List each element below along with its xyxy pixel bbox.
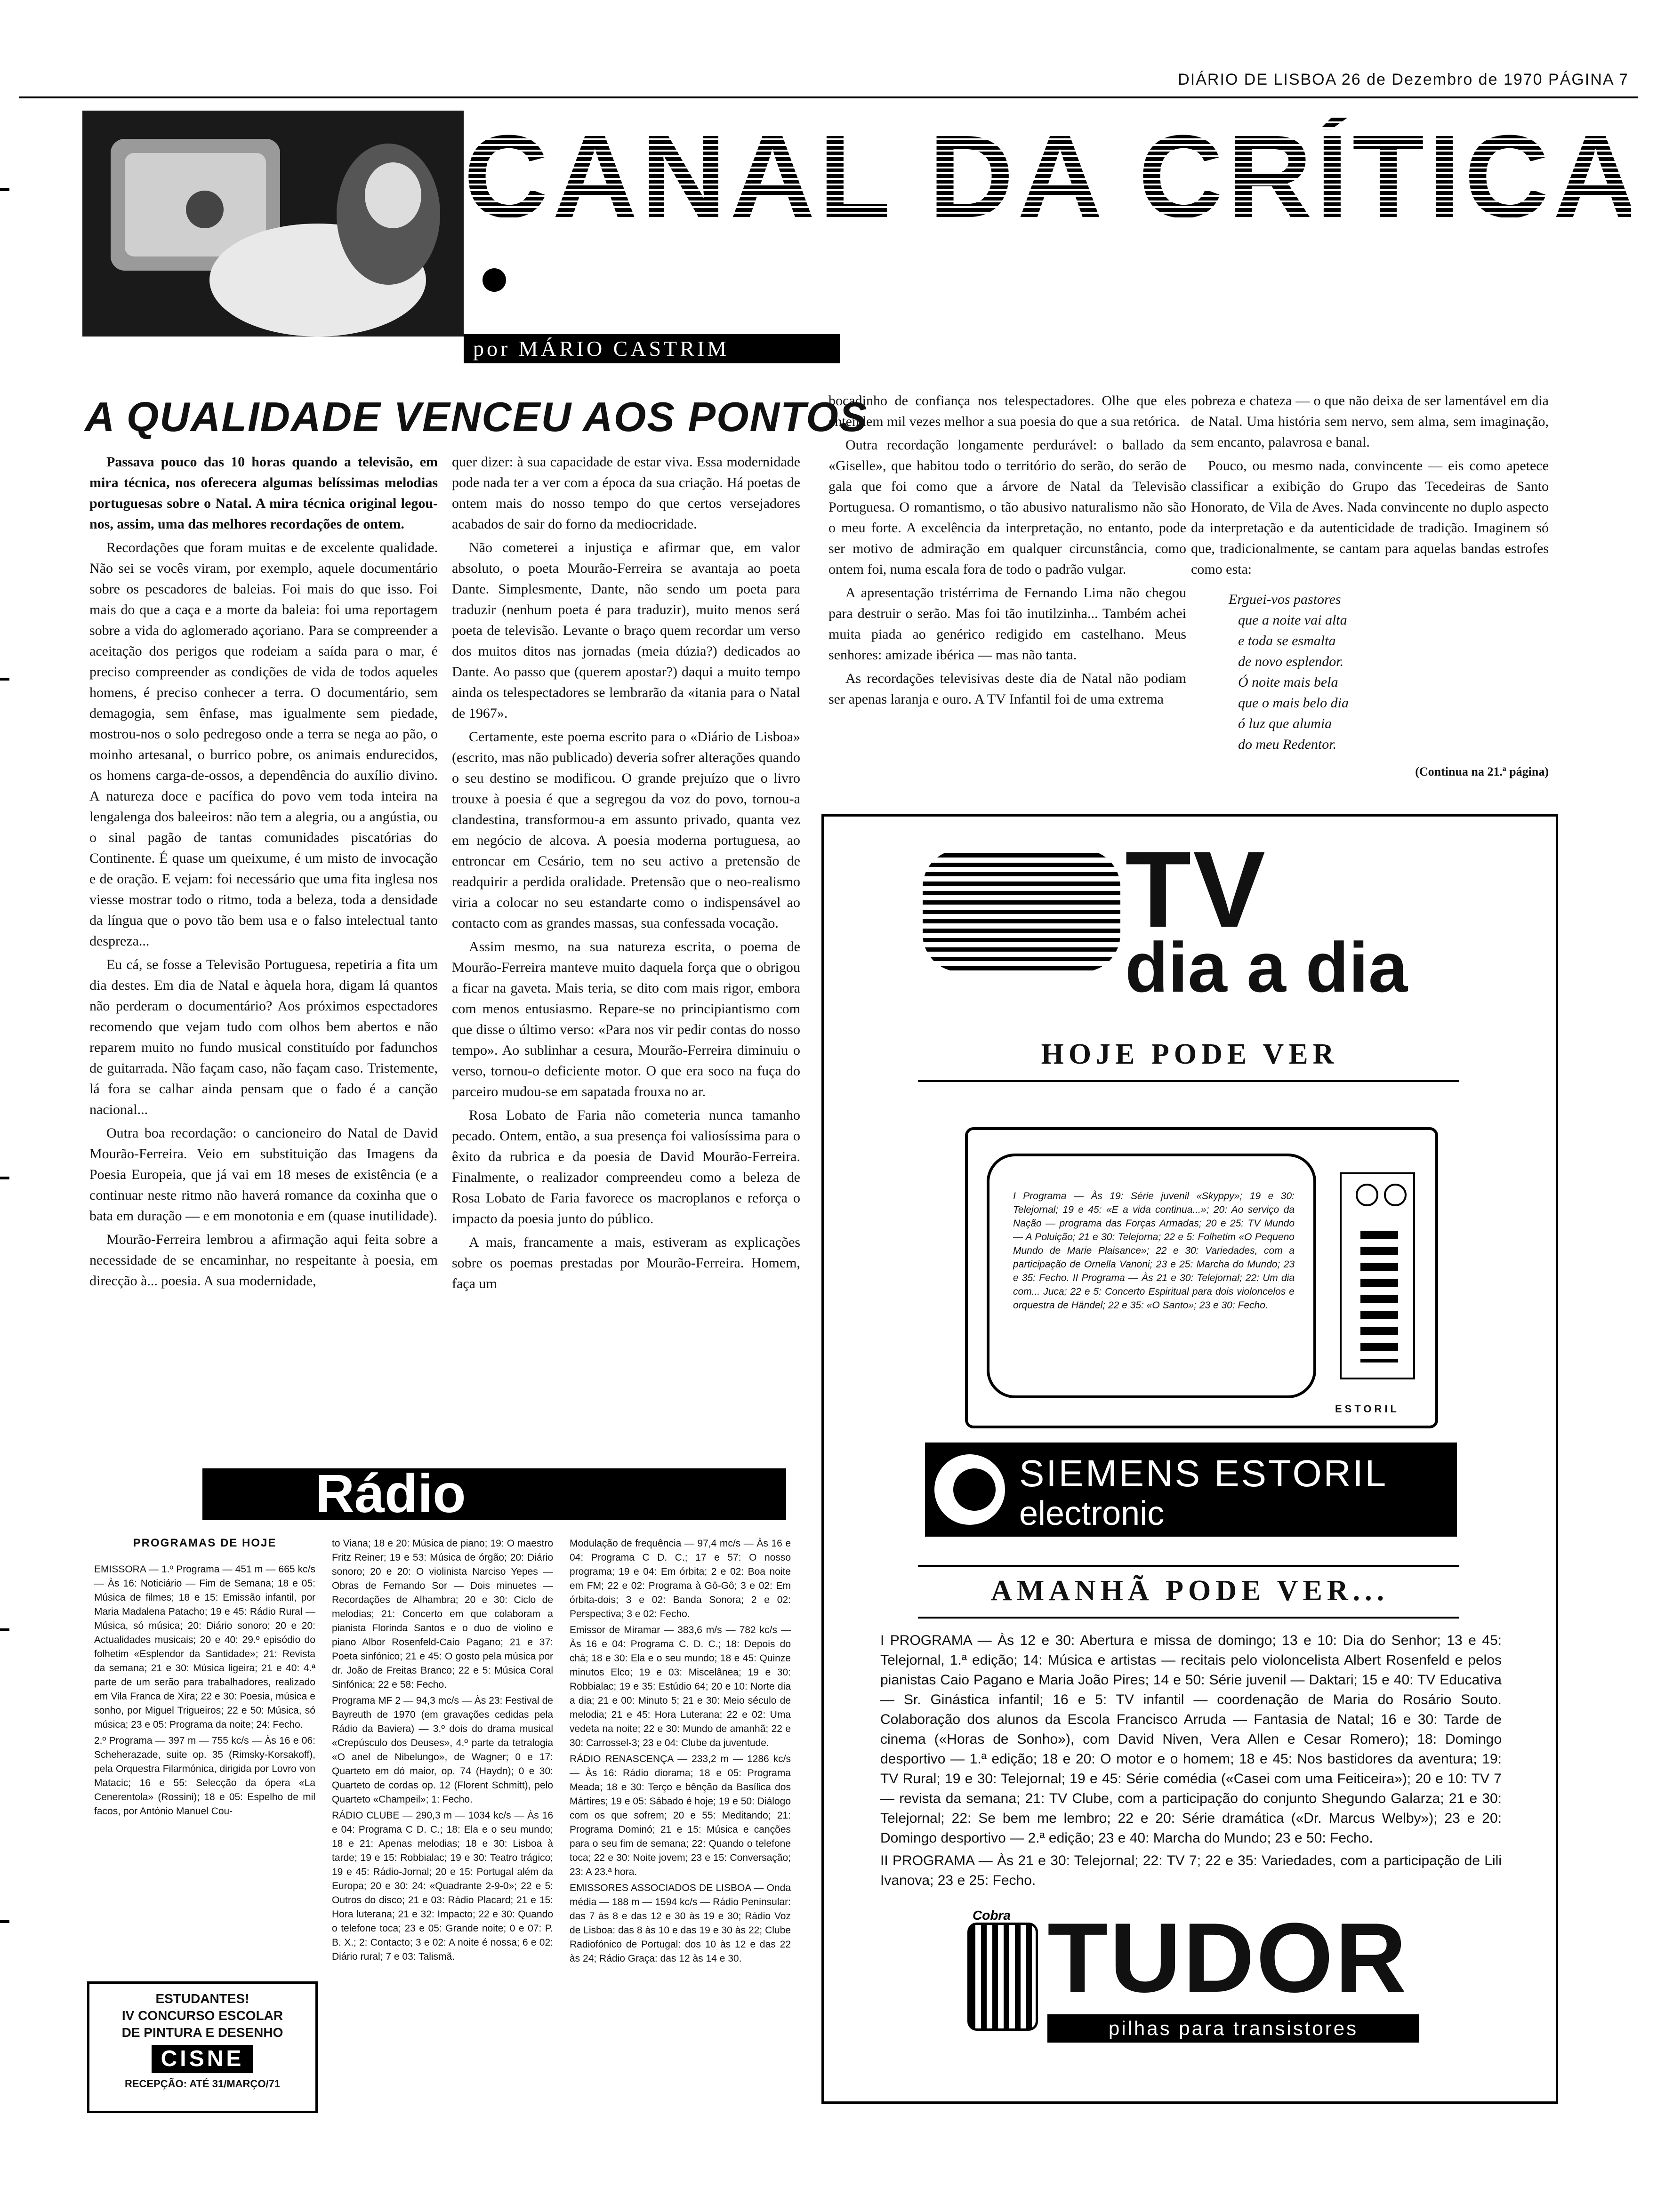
cisne-line: RECEPÇÃO: ATÉ 31/MARÇO/71 (124, 2078, 281, 2090)
tudor-small-text: Cobra (973, 1908, 1011, 1923)
poem-line: Ó noite mais bela (1238, 674, 1338, 690)
tv-schedule-today: I Programa — Às 19: Série juvenil «Skyppy»; 19 e 30: Telejornal; 19 e 45: «E a vida continua...»; 20: Ao serviço da Nação — programa das Forças Armadas; 20 e 25: TV Mundo — A Poluição; 21 e 30: Telejorna; 22 e 5: Folhetim «O Pequeno Mundo de Marie Plaisance»; 22 e 30: Variedades, com a participação de Ornella Vanoni; 23 e 25: Marcha do Mundo; 23 e 35: Fecho. II Programa — Às 21 e 30: Telejornal; 22: Um dia com... Juca; 22 e 5: Concerto Espiritual para dois violoncelos e orquestra de Händel; 22 e 35: «O Santo»; 23 e 30: Fecho. (1013, 1191, 1295, 1311)
today-rule (918, 1080, 1459, 1082)
article-paragraph: Certamente, este poema escrito para o «Diário de Lisboa» (escrito, mas não publicado) deveria sofrer alterações quando o seu destino se modificou. O grande prejuízo que o livro trouxe à poesia é que a segregou da voz do povo, tornou-a clandestina, transformou-a em assunto privado, quanta vez em negócio de alcova. A poesia moderna portuguesa, ao entroncar em Cesário, tem no seu activo a pretensão de readquirir a perdida oralidade. Pretensão que o neo-realismo viria a colocar no seu estandarte como o indispensável ao contacto com as grandes massas, sua confessada vocação. (452, 729, 800, 931)
radio-paragraph: RÁDIO CLUBE — 290,3 m — 1034 kc/s — Às 16 e 04: Programa C D. C.; 18: Ela e o seu mundo; 18 e 21: Apenas melodias; 18 e 30: Lisboa à tarde; 19 e 15: Robbialac; 19 e 30: Teatro trágico; 19 e 45: Rádio-Jornal; 20 e 15: Portugal além da Europa; 20 e 30: 24: «Quadrante 2-9-0»; 22 e 5: Outros do disco; 21 e 03: Rádio Placard; 21 e 15: Hora luterana; 21 e 32: Impacto; 22 e 30: Quando o telefone toca; 23 e 05: Grande noite; 0 e 07: P. B. X.; 2: Contacto; 3 e 02: A noite é nossa; 6 e 02: Diário rural; 7 e 03: Talismã. (332, 1810, 553, 1962)
tv-knob (1384, 1184, 1407, 1206)
tv-logo-lines-icon (923, 850, 1120, 972)
tv-box (821, 814, 1558, 2104)
tv-logo-bottom: dia a dia (1125, 928, 1408, 1007)
byline: por MÁRIO CASTRIM (464, 334, 840, 363)
radio-paragraph: Modulação de frequência — 97,4 mc/s — Às 16 e 04: Programa C D. C.; 17 e 57: O nosso programa; 19 e 04: Em órbita; 2 e 02: Boa noite em FM; 22 e 02: Programa à Gô-Gô; 3 e 02: Em órbita-dois; 3 e 02: Banda Sonora; 2 e 02: Perspectiva; 3 e 02: Fecho. (570, 1538, 791, 1619)
television-set (965, 1127, 1438, 1428)
poem-line: do meu Redentor. (1238, 737, 1337, 752)
cisne-line: ESTUDANTES! (155, 1991, 249, 2006)
header-rule (19, 96, 1638, 98)
article-paragraph: Passava pouco das 10 horas quando a televisão, em mira técnica, nos oferecera algumas belíssimas melodias portuguesas sobre o Natal. A mira técnica original legou-nos, assim, uma das melhores recordações de ontem. (89, 454, 438, 532)
tomorrow-rule (918, 1565, 1459, 1567)
continued-note: (Continua na 21.ª página) (1415, 765, 1549, 778)
battery-icon (967, 1908, 1038, 2031)
cisne-line: DE PINTURA E DESENHO (121, 2025, 283, 2040)
margin-mark (0, 678, 9, 681)
poem-line: de novo esplendor. (1238, 654, 1344, 669)
siemens-brand: SIEMENS ESTORIL (1019, 1452, 1388, 1494)
poem-line: que a noite vai alta (1238, 612, 1347, 628)
article-paragraph: Outra boa recordação: o cancioneiro do Natal de David Mourão-Ferreira. Veio em substituição das Imagens da Poesia Europeia, que já vai em 18 meses de existência (e a continuar neste ritmo não haverá romance da coxinha que o bata em duração — e em monotonia e em (quase inutilidade). (89, 1125, 438, 1224)
tv-brand-label: ESTORIL (1335, 1403, 1400, 1415)
article-headline: A QUALIDADE VENCEU AOS PONTOS (85, 393, 868, 440)
schedule-paragraph: II PROGRAMA — Às 21 e 30: Telejornal; 22: TV 7; 22 e 35: Variedades, com a participação de Lili Ivanova; 23 e 25: Fecho. (880, 1853, 1502, 1888)
tv-photo-illustration (82, 111, 464, 337)
article-paragraph: Pouco, ou mesmo nada, convincente — eis como apetece classificar a exibição do Grupo das Tecedeiras de Santo Honorato, de Vila de Aves. Nada convincente no duplo aspecto da interpretação e da autenticidade de tradição. Imaginem só que, tradicionalmente, se cantam para aquelas bandas estrofes como esta: (1191, 458, 1549, 577)
article-paragraph: A apresentação tristérrima de Fernando Lima não chegou para destruir o serão. Mas foi tão inutilzinha... Também achei muita piada ao genérico redigido em castelhano. Meus senhores: amizade ibérica — mas não tanta. (828, 585, 1186, 663)
article-column-2 (452, 452, 800, 1297)
poem-line: e toda se esmalta (1238, 633, 1336, 649)
article-column-4 (1191, 391, 1549, 782)
radio-subtitle: PROGRAMAS DE HOJE (133, 1537, 277, 1549)
newspaper-header: DIÁRIO DE LISBOA 26 de Dezembro de 1970 PÁGINA 7 (1178, 71, 1629, 88)
article-column-3 (828, 391, 1186, 713)
radio-column-2 (332, 1537, 553, 1966)
article-paragraph: pobreza e chateza — o que não deixa de ser lamentável em dia de Natal. Uma história sem nervo, sem alma, sem imaginação, sem encanto, palavrosa e banal. (1191, 393, 1549, 450)
poem-line: Erguei-vos pastores (1229, 592, 1341, 607)
radio-title-bar (202, 1464, 786, 1524)
article-paragraph: Não cometerei a injustiça e afirmar que, em valor absoluto, o poeta Mourão-Ferreira se avantaja ao poeta Dante. Simplesmente, Dante, não sendo um poeta para traduzir (nenhum poeta é para traduzir), muito menos será poeta de televisão. Levante o braço quem recordar um verso dos muitos ditos nas jornadas (meia dúzia?) dedicados ao Dante. Ao passo que (querem apostar?) daqui a muito tempo ainda os telespectadores se lembrarão da «itania para o Natal de 1967». (452, 540, 800, 721)
article-paragraph: Mourão-Ferreira lembrou a afirmação aqui feita sobre a necessidade de se encaminhar, no respeitante à poesia, em direcção à... poesia. A sua modernidade, (89, 1232, 438, 1289)
section-banner: CANAL DA CRÍTICA (464, 111, 1642, 242)
radio-paragraph: Programa MF 2 — 94,3 mc/s — Às 23: Festival de Bayreuth de 1970 (em gravações cedidas pela Rádio da Baviera) — 3.º dois do drama musical «Crepúsculo dos Deuses», 4.º parte da tetralogia «O anel de Nibelungo», de Wagner; 0 e 17: Quarteto em dó maior, op. 74 (Haydn); 0 e 30: Quarteto de cordas op. 12 (Florent Schmitt), pelo Quarteto «Champeil»; 1: Fecho. (332, 1695, 553, 1805)
article-paragraph: Recordações que foram muitas e de excelente qualidade. Não sei se vocês viram, por exemplo, aquele documentário sobre os pescadores de baleias. Foi mais do que isso. Foi mais do que a caça e a morte da baleia: foi uma reportagem sobre a vida do aglomerado açoriano. Para se compreender a aceitação dos perigos que rodeiam a saída para o mar, é preciso compreender as condições de vida de todos aqueles homens, é preciso conhecer a terra. O documentário, sem demagogia, sem ênfase, mas igualmente sem piedade, mostrou-nos o solo pedregoso onde a terra se nega ao pão, o moinho artesanal, o burrico pobre, os animais endurecidos, os homens carga-de-ossos, a dependência do auxílio divino. A natureza doce e pacífica do povo vem toda inteira na lengalenga dos baleeiros: não tem a alegria, ou a angústia, ou o sinal pagão de tantas comunidades piscatórias do Continente. É quase um queixume, é um misto de invocação e de oração. E vejam: foi necessário que uma fita inglesa nos viesse mostrar todo o ritmo, toda a beleza, toda a densidade da língua que o povo tão bem usa e o falso intelectual tanto despreza... (89, 540, 438, 949)
radio-paragraph: 2.º Programa — 397 m — 755 kc/s — Às 16 e 06: Scheherazade, suite op. 35 (Rimsky-Korsakoff), pela Orquestra Filarmónica, dirigida por Lovro von Matacic; 16 e 55: Selecção da ópera «La Cenerentola» (Rossini); 18 e 05: Espelho de mil facos, por António Manuel Cou- (94, 1735, 315, 1817)
poem-line: ó luz que alumia (1238, 716, 1332, 731)
margin-mark (0, 188, 9, 191)
tv-buttons (1360, 1231, 1398, 1362)
tv-schedule-tomorrow (880, 1631, 1502, 1891)
tudor-tagline: pilhas para transistores (1047, 2014, 1419, 2043)
radio-paragraph: Emissor de Miramar — 383,6 m/s — 782 kc/s — Às 16 e 04: Programa C. D. C.; 18: Depois do chá; 18 e 30: Ela e o seu mundo; 18 e 45: Quinze minutos Elco; 19 e 03: Miscelânea; 19 e 30: Robbialac; 19 e 35: Estúdio 64; 20 e 10: Norte dia a dia; 21 e 00: Minuto 5; 21 e 30: Meio século de melodia; 21 e 45: Hora Luterana; 22 e 02: Uma vedeta na noite; 22 e 30: Mundo de amanhã; 22 e 30: Carrossel-3; 23 e 04: Clube da juventude. (570, 1625, 791, 1748)
radio-paragraph: to Viana; 18 e 20: Música de piano; 19: O maestro Fritz Reiner; 19 e 53: Música de órgão; 20: Diário sonoro; 20 e 20: O violinista Narciso Yepes — Obras de Fernando Sor — Dois minuetes — Recordações de Alhambra; 20 e 30: Ciclo de melodias; 21: Concerto em que colaboram a pianista Florinda Santos e o duo de violino e piano Albor Rosenfeld-Caio Pagano; 21 e 37: Poeta sinfónico; 21 e 45: O gosto pela música por dr. João de Freitas Branco; 22 e 5: Música Coral Sinfónica; 22 e 58: Fecho. (332, 1538, 553, 1690)
cisne-ad (87, 1981, 318, 2113)
tv-logo-top: TV (1125, 829, 1267, 950)
tomorrow-rule-bottom (918, 1617, 1459, 1619)
article-paragraph: Assim mesmo, na sua natureza escrita, o poema de Mourão-Ferreira manteve muito daquela força que o obrigou a ficar na gaveta. Mais teria, se dito com mais rigor, embora com menos entusiasmo. Repare-se no principiantismo com que disse o último verso: «Para nos vir pedir contas do nosso tempo». Ao sublinhar a cesura, Mourão-Ferreira diminuiu o verso, tornou-o deficiente motor. O que era soco na fuça do parceiro mudou-se em sapatada frouxa no ar. (452, 939, 800, 1099)
poem-line: que o mais belo dia (1238, 695, 1349, 711)
radio-paragraph: RÁDIO RENASCENÇA — 233,2 m — 1286 kc/s — Às 16: Rádio diorama; 18 e 05: Programa Meada; 18 e 30: Terço e bênção da Basílica dos Mártires; 19 e 05: Sábado é hoje; 19 e 50: Diálogo com os que sofrem; 20 e 55: Meditando; 21: Programa Dominó; 21 e 15: Música e canções para o seu fim de semana; 22: Quando o telefone toca; 22 e 30: Noite jovem; 23 e 15: Conversação; 23: A 23.ª hora. (570, 1754, 791, 1877)
cisne-brand: CISNE (152, 2045, 254, 2073)
article-paragraph: A mais, francamente a mais, estiveram as explicações sobre os poemas prestadas por Mourão-Ferreira. Homem, faça um (452, 1234, 800, 1291)
bullet-dot (483, 268, 506, 292)
tudor-ad (953, 1904, 1429, 2054)
siemens-logo-icon (934, 1454, 1005, 1525)
radio-paragraph: EMISSORA — 1.º Programa — 451 m — 665 kc/s — Às 16: Noticiário — Fim de Semana; 18 e 05: Música de filmes; 18 e 15: Emissão infantil, por Maria Madalena Patacho; 19 e 45: Rádio Rural — Música, só música; 20: Diário sonoro; 20 e 20: Actualidades musicais; 20 e 40: 29.º episódio do folhetim «Esplendor da Santidade»; 21: Revista da semana; 21 e 30: Música ligeira; 21 e 40: 4.ª parte de um serão para trabalhadores, realizado em Vila Franca de Xira; 22 e 30: Poesia, música e sonho, por Miguel Trigueiros; 22 e 50: Música, só música; 23 e 05: Programa da noite; 24: Fecho. (94, 1564, 315, 1730)
tudor-brand: TUDOR (1047, 1902, 1408, 2013)
article-paragraph: Eu cá, se fosse a Televisão Portuguesa, repetiria a fita um dia destes. Em dia de Natal e àquela hora, digam lá quantos não perderam o documentário? Aos próximos espectadores recomendo que vejam tudo com olhos bem abertos e não reparem muito no fundo musical constituído por fadunchos de guitarrada. Não façam caso, não façam caso. Tristemente, lá fora se calhar ainda pensam que o fado é a canção nacional... (89, 957, 438, 1117)
tv-screen (987, 1154, 1316, 1398)
margin-mark (0, 1920, 9, 1923)
margin-mark (0, 1628, 9, 1631)
radio-column-3 (570, 1537, 791, 1968)
tomorrow-title: AMANHÃ PODE VER... (990, 1575, 1389, 1607)
poem (1229, 589, 1549, 755)
today-title: HOJE PODE VER (1041, 1038, 1339, 1070)
article-paragraph: Rosa Lobato de Faria não cometeria nunca tamanho pecado. Ontem, então, a sua presença foi valiosíssima para o êxito da rubrica e da poesia de David Mourão-Ferreira. Finalmente, o realizador compreendeu como a beleza de Rosa Lobato de Faria favorece os macroplanos e reforça o impacto da poesia junto do público. (452, 1107, 800, 1226)
article-paragraph: quer dizer: à sua capacidade de estar viva. Essa modernidade pode nada ter a ver com a época da sua criação. Há poetas de ontem mais do nosso tempo do que certos versejadores acabados de sair do forno da mediocridade. (452, 454, 800, 532)
article-paragraph: As recordações televisivas deste dia de Natal não podiam ser apenas laranja e ouro. A TV Infantil foi de uma extrema (828, 671, 1186, 707)
section-photo (82, 111, 464, 337)
margin-mark (0, 1177, 9, 1179)
tv-control-panel (1340, 1172, 1415, 1379)
article-column-1 (89, 452, 438, 1294)
tv-knob (1356, 1184, 1378, 1206)
article-paragraph: Outra recordação longamente perdurável: o ballado da «Giselle», que habitou todo o território do serão, do serão de gala que foi como que a árvore de Natal da Televisão Portuguesa. O romantismo, o tão abusivo naturalismo não são o meu forte. A excelência da interpretação, no entanto, pode ser motivo de admiração em qualquer circunstância, como ontem foi, numa escala fora de todo o padrão vulgar. (828, 437, 1186, 577)
radio-paragraph: EMISSORES ASSOCIADOS DE LISBOA — Onda média — 188 m — 1594 kc/s — Rádio Peninsular: das 7 às 8 e das 12 e 30 às 19 e 30; Rádio Voz de Lisboa: das 8 às 10 e das 19 e 30 às 22; Clube Radiofónico de Portugal: dos 10 às 12 e das 22 às 24; Rádio Graça: das 12 às 14 e 30. (570, 1883, 791, 1964)
siemens-ad (925, 1443, 1457, 1537)
radio-title: Rádio (315, 1464, 466, 1524)
article-paragraph: bocadinho de confiança nos telespectadores. Olhe que eles entendem mil vezes melhor a sua poesia do que a sua retórica. (828, 393, 1186, 429)
cisne-line: IV CONCURSO ESCOLAR (121, 2008, 283, 2023)
schedule-paragraph: I PROGRAMA — Às 12 e 30: Abertura e missa de domingo; 13 e 10: Dia do Senhor; 13 e 45: Telejornal, 1.ª edição; 14: Música e artistas — recitais pelo violoncelista Albert Rosenfeld e pelos pianistas Caio Pagano e Maria João Pires; 14 e 50: Série juvenil — Daktari; 15 e 40: TV Educativa — Sr. Ginástica infantil; 16 e 5: TV infantil — coordenação de Maria do Rosário Souto. Colaboração dos alunos da Escola Francisco Arruda — Fantasia de Natal; 16 e 30: Tarde de cinema («Horas de Sonho»), com David Niven, Vera Allen e Cesar Romero); 18: Domingo desportivo — 1.ª edição; 18 e 20: O motor e o homem; 18 e 45: Nos bastidores da aventura; 19: TV Rural; 19 e 30: Telejornal; 19 e 45: Série comédia («Casei com uma Feiticeira»); 20 e 10: TV 7 — revista da semana; 21: TV Clube, com a participação do conjunto Shegundo Galarza; 21 e 30: Telejornal; 22: Se bem me lembro; 22 e 20: Série dramática («Dr. Marcus Welby»); 23 e 20: Domingo desportivo — 2.ª edição; 23 e 40: Marcha do Mundo; 23 e 50: Fecho. (880, 1633, 1502, 1846)
radio-column-1 (94, 1563, 315, 1820)
siemens-sub: electronic (1019, 1495, 1165, 1532)
